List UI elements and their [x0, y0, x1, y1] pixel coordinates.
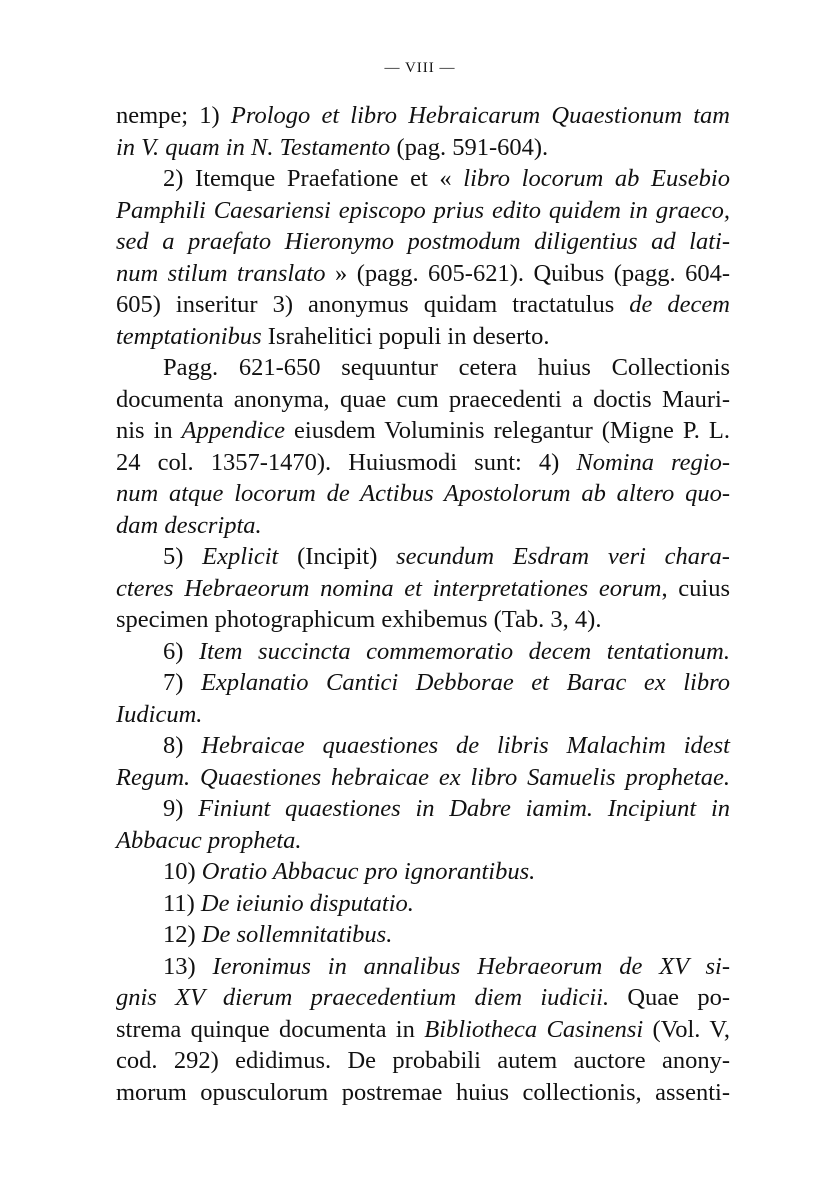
text-line: [116, 1045, 730, 1077]
italic-text: Bibliotheca Casinensi: [424, 1015, 644, 1043]
roman-text: (Vol. V,: [643, 1015, 731, 1043]
roman-text: 8): [163, 732, 202, 759]
roman-text: Quae po-: [609, 984, 730, 1011]
italic-text: Ieronimus in annalibus Hebraeorum de XV si-: [212, 952, 730, 980]
italic-text: secundum Esdram veri chara-: [396, 543, 730, 570]
italic-text: num stilum translato: [116, 259, 326, 287]
text-line: [116, 825, 730, 857]
roman-text: » (pagg. 605-621). Quibus (pagg. 604-: [325, 259, 730, 287]
roman-text: documenta anonyma, quae cum praecedenti a doctis Mauri-: [116, 385, 730, 413]
text-line: [116, 352, 730, 384]
text-line: [116, 100, 730, 132]
italic-text: Item succincta commemoratio decem tentationum.: [198, 637, 730, 665]
roman-text: 9): [163, 795, 199, 822]
italic-text: Explanatio Cantici Debborae et Barac ex libro: [200, 669, 730, 696]
text-line: [116, 447, 730, 479]
roman-text: 10): [163, 858, 202, 885]
text-line: [116, 636, 730, 668]
text-line: [116, 163, 730, 195]
text-line: [116, 982, 730, 1014]
italic-text: Regum. Quaestiones hebraicae ex libro Samuelis prophetae.: [116, 763, 730, 791]
italic-text: Oratio Abbacuc pro ignorantibus.: [201, 858, 536, 885]
text-line: [116, 289, 730, 321]
roman-text: 605) inseritur 3) anonymus quidam tractatulus: [116, 291, 630, 318]
italic-text: sed a praefato Hieronymo postmodum diligentius ad lati-: [116, 228, 730, 255]
text-line: [116, 510, 730, 542]
text-line: [116, 195, 730, 227]
roman-text: specimen photographicum exhibemus (Tab. 3, 4).: [116, 606, 602, 633]
roman-text: cod. 292) edidimus. De probabili autem auctore anony-: [116, 1047, 730, 1074]
text-line: [116, 258, 730, 290]
roman-text: Israhelitici populi in deserto.: [261, 322, 550, 350]
roman-text: 11): [163, 889, 201, 917]
italic-text: Abbacuc propheta.: [116, 826, 302, 854]
roman-text: 2) Itemque Praefatione et «: [163, 165, 464, 192]
italic-text: cteres Hebraeorum nomina et interpretationes eorum: [116, 574, 662, 602]
roman-text: 24 col. 1357-1470). Huiusmodi sunt: 4): [116, 448, 577, 476]
roman-text: 13): [163, 952, 213, 980]
text-line: [116, 856, 730, 888]
roman-text: 5): [163, 543, 203, 570]
roman-text: 6): [163, 637, 199, 665]
roman-text: eiusdem Voluminis relegantur (Migne P. L.: [285, 417, 730, 444]
text-line: [116, 604, 730, 636]
roman-text: , cuius: [661, 574, 731, 602]
italic-text: gnis XV dierum praecedentium diem iudicii.: [116, 984, 610, 1011]
page-number: — VIII —: [384, 60, 456, 76]
text-line: [116, 699, 730, 731]
text-line: [116, 321, 730, 353]
text-line: [116, 1014, 730, 1046]
text-line: [116, 919, 730, 951]
italic-text: De sollemnitatibus.: [201, 921, 393, 948]
text-line: [116, 573, 730, 605]
roman-text: Pagg. 621-650 sequuntur cetera huius Collectionis: [163, 354, 730, 381]
text-line: [116, 762, 730, 794]
italic-text: Hebraicae quaestiones de libris Malachim idest: [201, 732, 730, 759]
text-line: [116, 132, 730, 164]
body-text: [116, 100, 730, 1108]
roman-text: (pag. 591-604).: [390, 133, 549, 161]
italic-text: num atque locorum de Actibus Apostolorum ab altero quo-: [116, 480, 730, 507]
text-line: [116, 951, 730, 983]
italic-text: Finiunt quaestiones in Dabre iamim. Incipiunt in: [198, 795, 731, 822]
roman-text: 7): [163, 669, 201, 696]
roman-text: 12): [163, 921, 202, 948]
italic-text: in V. quam in N. Testamento: [116, 133, 391, 161]
roman-text: nempe; 1): [116, 102, 231, 129]
italic-text: Iudicum.: [116, 700, 203, 728]
roman-text: (Incipit): [278, 543, 397, 570]
text-line: [116, 1077, 730, 1109]
text-line: [116, 541, 730, 573]
roman-text: morum opusculorum postremae huius collectionis, assenti-: [116, 1078, 730, 1106]
italic-text: de decem: [629, 291, 730, 318]
italic-text: Pamphili Caesariensi episcopo prius edito quidem in graeco,: [116, 196, 730, 224]
italic-text: Appendice: [181, 417, 286, 444]
italic-text: libro locorum ab Eusebio: [463, 165, 730, 192]
text-line: [116, 888, 730, 920]
italic-text: dam descripta.: [116, 511, 262, 539]
text-line: [116, 667, 730, 699]
roman-text: strema quinque documenta in: [116, 1015, 425, 1043]
text-line: [116, 793, 730, 825]
text-line: [116, 226, 730, 258]
italic-text: temptationibus: [116, 322, 262, 350]
roman-text: nis in: [116, 417, 182, 444]
text-line: [116, 415, 730, 447]
italic-text: De ieiunio disputatio.: [200, 889, 414, 917]
italic-text: Prologo et libro Hebraicarum Quaestionum tam: [230, 102, 730, 129]
text-line: [116, 478, 730, 510]
italic-text: Explicit: [202, 543, 279, 570]
italic-text: Nomina regio-: [576, 448, 730, 476]
text-line: [116, 384, 730, 416]
text-line: [116, 730, 730, 762]
